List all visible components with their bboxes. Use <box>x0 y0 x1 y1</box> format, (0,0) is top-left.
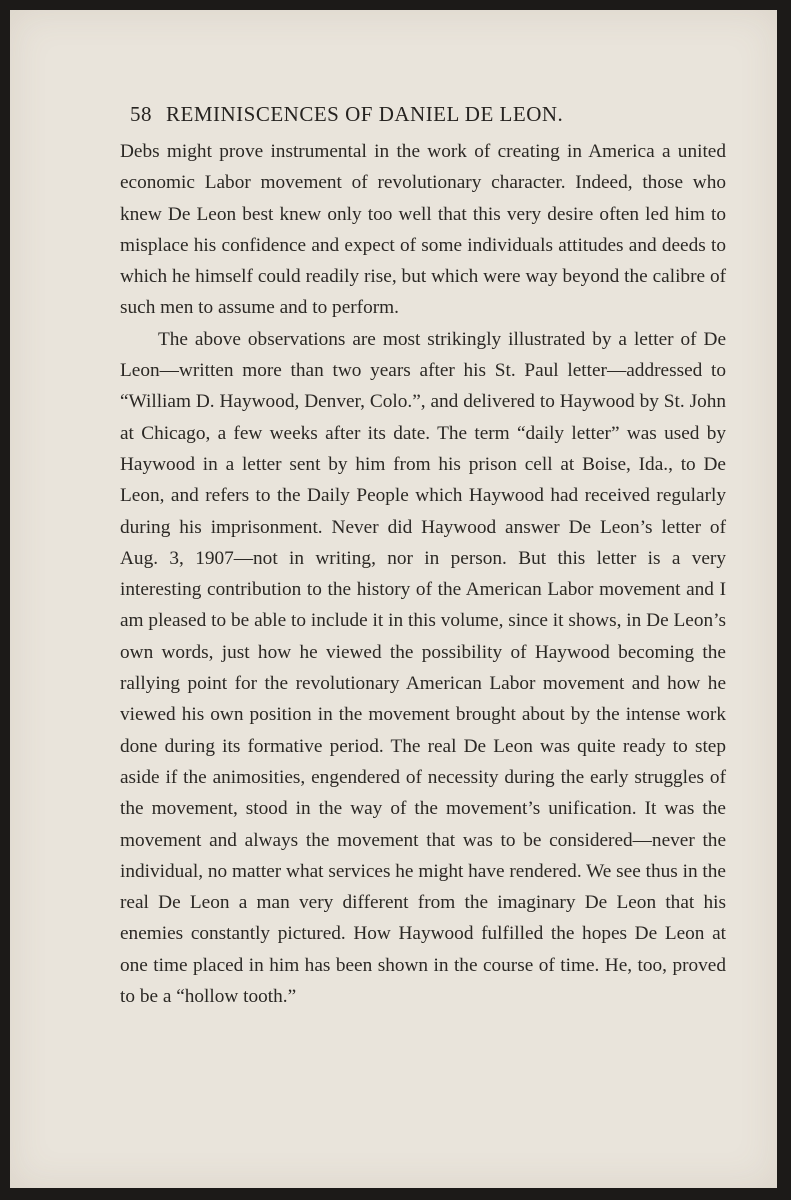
running-header <box>130 102 690 127</box>
page-number: 58 <box>130 102 152 126</box>
paragraph-continuation: Debs might prove instrumental in the work of creating in America a united economic Labor movement of revolutionary character. Indeed, those who knew De Leon best knew only too well that this very desire often led him to misplace his confidence and expect of some individuals attitudes and deeds to which he himself could readily rise, but which were way beyond the calibre of such men to assume and to perform. <box>120 141 726 319</box>
running-title: REMINISCENCES OF DANIEL DE LEON. <box>166 102 564 126</box>
body-text <box>120 136 726 1012</box>
paragraph-haywood-letter: The above observations are most strikingly illustrated by a letter of De Leon—written more than two years after his St. Paul letter—addressed to “William D. Haywood, Denver, Colo.”, and delivered to Haywood by St. John at Chicago, a few weeks after its date. The term “daily letter” was used by Haywood in a letter sent by him from his prison cell at Boise, Ida., to De Leon, and refers to the Daily People which Haywood had received regularly during his imprisonment. Never did Haywood answer De Leon’s letter of Aug. 3, 1907—not in writing, nor in person. But this letter is a very interesting contribution to the history of the American Labor movement and I am pleased to be able to include it in this volume, since it shows, in De Leon’s own words, just how he viewed the possibility of Haywood becoming the rallying point for the revolutionary American Labor movement and how he viewed his own position in the movement brought about by the intense work done during its formative period. The real De Leon was quite ready to step aside if the animosities, engendered of necessity during the early struggles of the movement, stood in the way of the movement’s unification. It was the movement and always the movement that was to be considered—never the individual, no matter what services he might have rendered. We see thus in the real De Leon a man very different from the imaginary De Leon that his enemies constantly pictured. How Haywood fulfilled the hopes De Leon at one time placed in him has been shown in the course of time. He, too, proved to be a “hollow tooth.” <box>120 328 726 1008</box>
